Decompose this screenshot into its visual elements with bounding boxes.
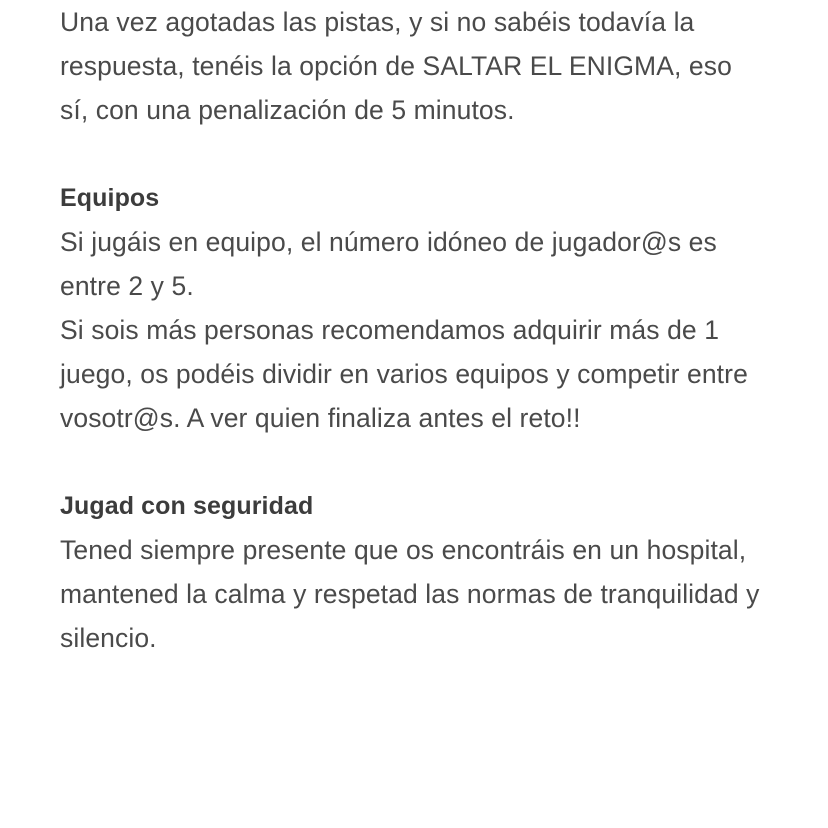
heading-jugad-con-seguridad: Jugad con seguridad — [60, 492, 314, 520]
paragraph-skip-enigma: Una vez agotadas las pistas, y si no sabéis todavía la respuesta, tenéis la opción de SALTAR EL ENIGMA, eso sí, con una penalización de 5 minutos. — [60, 7, 740, 125]
intro-paragraph-block — [60, 0, 766, 132]
paragraph-safety: Tened siempre presente que os encontráis en un hospital, mantened la calma y respetad las normas de tranquilidad y silencio. — [60, 535, 767, 653]
section-equipos — [60, 176, 766, 440]
paragraph-team-size: Si jugáis en equipo, el número idóneo de jugador@s es entre 2 y 5. — [60, 227, 725, 301]
section-spacer-2 — [60, 440, 766, 484]
section-spacer-1 — [60, 132, 766, 176]
paragraph-more-people: Si sois más personas recomendamos adquirir más de 1 juego, os podéis dividir en varios equipos y competir entre vosotr@s. A ver quien finaliza antes el reto!! — [60, 315, 756, 433]
section-seguridad — [60, 484, 766, 660]
heading-equipos: Equipos — [60, 184, 160, 212]
